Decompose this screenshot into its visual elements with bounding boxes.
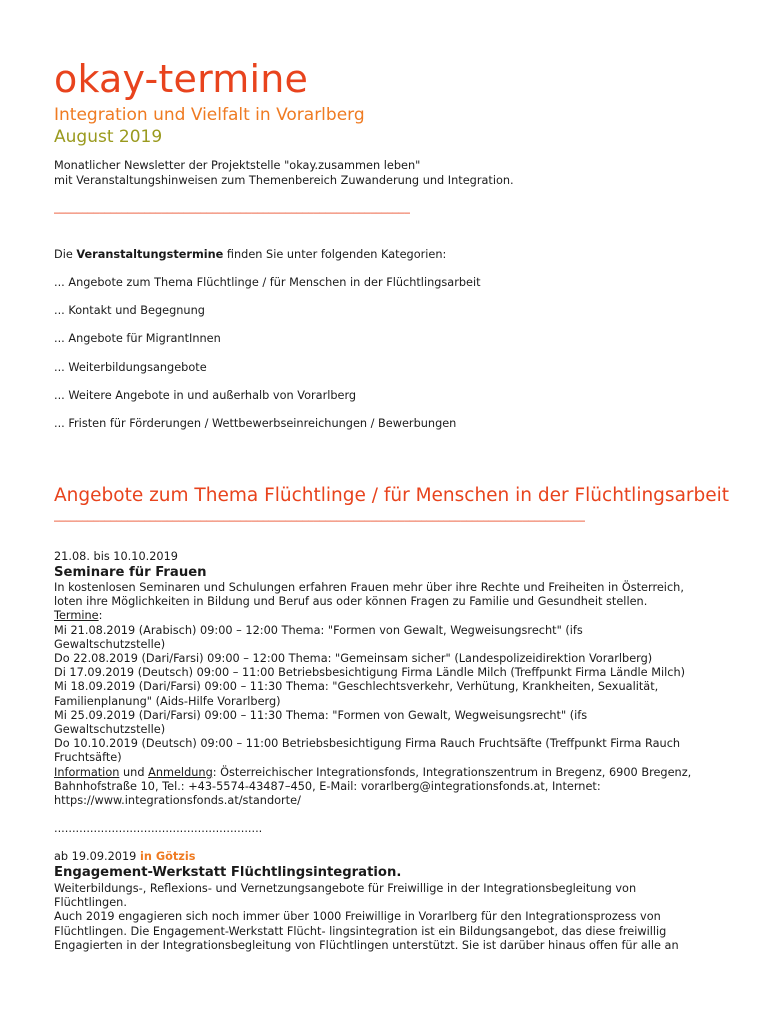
event2-body (54, 882, 730, 953)
dotted-separator: .......................................................... (54, 822, 263, 835)
newsletter-title: okay-termine (54, 57, 309, 101)
event1-date: 21.08. bis 10.10.2019 (54, 550, 178, 563)
info-rest: : Österreichischer Integrationsfonds, Integrationszentrum in Bregenz, 6900 Bregenz, (212, 765, 692, 779)
newsletter-month: August 2019 (54, 127, 163, 147)
newsletter-subtitle: Integration und Vielfalt in Vorarlberg (54, 105, 365, 125)
event1-line: Gewaltschutzstelle) (54, 637, 166, 651)
category-link-migrants[interactable]: ... Angebote für MigrantInnen (54, 332, 221, 345)
event2-line: Flüchtlingen. (54, 896, 127, 910)
category-link-other[interactable]: ... Weitere Angebote in und außerhalb von Vorarlberg (54, 389, 357, 402)
event2-location: in Götzis (139, 850, 196, 863)
event2-line: Flüchtlingen. Die Engagement-Werkstatt Flücht- lingsintegration ist ein Bildungsangebot, das diese freiwillig (54, 924, 667, 938)
event2-date-text: ab 19.09.2019 (54, 850, 140, 863)
event1-body (54, 581, 730, 808)
event2-date (54, 850, 730, 864)
section-heading: Angebote zum Thema Flüchtlinge / für Menschen in der Flüchtlingsarbeit (54, 485, 730, 506)
event1-line: Do 10.10.2019 (Deutsch) 09:00 – 11:00 Betriebsbesichtigung Firma Rauch Fruchtsäfte (Treffpunkt Firma Rauch (54, 737, 681, 751)
termine-label: Termine (54, 609, 99, 623)
termine-colon: : (98, 609, 103, 623)
event1-desc-1: In kostenlosen Seminaren und Schulungen erfahren Frauen mehr über ihre Rechte und Freiheiten in Österreich, (54, 581, 684, 594)
event1-desc-2: loten ihre Möglichkeiten in Bildung und Beruf aus oder können Fragen zu Familie und Gesundheit stellen. (54, 595, 648, 609)
event2-title: Engagement-Werkstatt Flüchtlingsintegration. (54, 865, 402, 880)
event1-title: Seminare für Frauen (54, 565, 207, 580)
event1-line: Mi 21.08.2019 (Arabisch) 09:00 – 12:00 Thema: "Formen von Gewalt, Wegweisungsrecht" (ifs (54, 623, 583, 637)
und-text: und (119, 765, 149, 779)
header-rule: _______________________________________________________________ (54, 201, 410, 214)
event1-termine (54, 609, 730, 623)
category-link-deadlines[interactable]: ... Fristen für Förderungen / Wettbewerbseinreichungen / Bewerbungen (54, 417, 457, 430)
information-label: Information (54, 765, 120, 779)
event1-line: Fruchtsäfte) (54, 751, 122, 765)
event1-line: Di 17.09.2019 (Deutsch) 09:00 – 11:00 Betriebsbesichtigung Firma Ländle Milch (Treffpunkt Firma Ländle Milch) (54, 666, 686, 680)
categories-intro-pre: Die (54, 248, 77, 261)
event1-line: Mi 18.09.2019 (Dari/Farsi) 09:00 – 11:30 Thema: "Geschlechtsverkehr, Verhütung, Krankheiten, Sexualität, (54, 680, 659, 694)
categories-intro (54, 247, 730, 262)
categories-intro-bold: Veranstaltungstermine (76, 248, 224, 261)
event1-line: Do 22.08.2019 (Dari/Farsi) 09:00 – 12:00 Thema: "Gemeinsam sicher" (Landespolizeidirektion Vorarlberg) (54, 652, 653, 666)
event1-info-line-2: Bahnhofstraße 10, Tel.: +43-5574-43487–450, E-Mail: vorarlberg@integrationsfonds.at, Internet: (54, 779, 601, 793)
event2-line: Weiterbildungs-, Reflexions- und Vernetzungsangebote für Freiwillige in der Integrationsbegleitung von (54, 882, 637, 895)
category-link-training[interactable]: ... Weiterbildungsangebote (54, 361, 207, 374)
event1-info (54, 766, 730, 780)
section-rule: ______________________________________________________________________________________________ (54, 509, 585, 522)
intro-line-1: Monatlicher Newsletter der Projektstelle "okay.zusammen leben" (54, 159, 421, 172)
category-link-refugees[interactable]: ... Angebote zum Thema Flüchtlinge / für Menschen in der Flüchtlingsarbeit (54, 276, 481, 289)
intro-text (54, 158, 730, 188)
event1-line: Mi 25.09.2019 (Dari/Farsi) 09:00 – 11:30 Thema: "Formen von Gewalt, Wegweisungsrecht" (ifs (54, 708, 588, 722)
event1-line: Familienplanung" (Aids-Hilfe Vorarlberg) (54, 694, 281, 708)
anmeldung-label: Anmeldung (148, 765, 213, 779)
event1-info-url[interactable]: https://www.integrationsfonds.at/standorte/ (54, 794, 301, 808)
event2-line: Auch 2019 engagieren sich noch immer über 1000 Freiwillige in Vorarlberg für den Integrationsprozess von (54, 910, 661, 924)
intro-line-2: mit Veranstaltungshinweisen zum Themenbereich Zuwanderung und Integration. (54, 174, 514, 187)
category-link-contact[interactable]: ... Kontakt und Begegnung (54, 304, 205, 317)
event1-line: Gewaltschutzstelle) (54, 723, 166, 737)
event2-line: Engagierten in der Integrationsbegleitung von Flüchtlingen unterstützt. Sie ist darüber hinaus offen für alle an (54, 938, 679, 952)
categories-intro-post: finden Sie unter folgenden Kategorien: (223, 248, 447, 261)
